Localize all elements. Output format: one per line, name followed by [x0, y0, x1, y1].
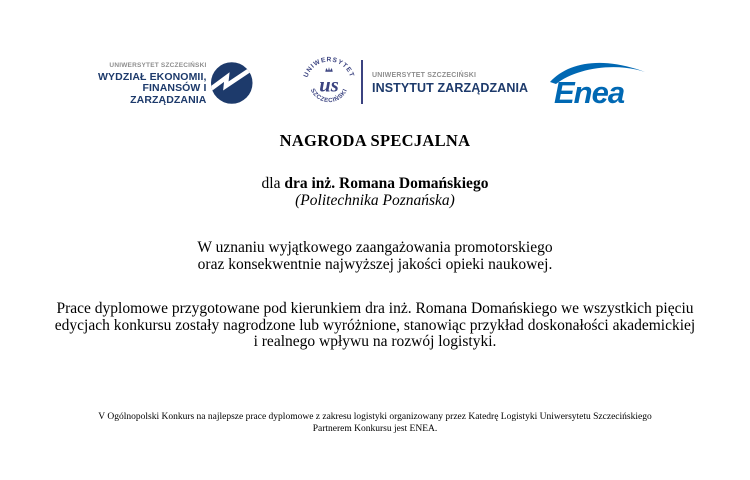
footer-line: Partnerem Konkursu jest ENEA.: [312, 423, 438, 434]
recognition-paragraph: [0, 240, 750, 273]
recognition-line: W uznaniu wyjątkowego zaangażowania promotorskiego: [197, 239, 553, 256]
logo-enea: [548, 59, 648, 112]
faculty-name-line2: FINANSÓW I ZARZĄDZANIA: [130, 82, 207, 106]
seal-monogram: us: [319, 74, 339, 97]
recipient-name: dra inż. Romana Domańskiego: [284, 175, 489, 192]
seal-divider: [361, 60, 363, 104]
faculty-name-line1: WYDZIAŁ EKONOMII,: [98, 70, 207, 83]
justification-line: edycjach konkursu zostały nagrodzone lub wyróżnione, stanowiąc przykład doskonałości akademickiej: [54, 316, 696, 334]
institute-logo-text: [372, 69, 528, 95]
seal-bottom-text: SZCZECIŃSKI: [308, 87, 350, 105]
justification-paragraph: [0, 301, 750, 351]
logo-institute-management: [301, 54, 528, 110]
enea-wordmark-icon: [548, 59, 648, 107]
award-title: NAGRODA SPECJALNA: [279, 131, 471, 150]
recipient-affiliation: (Politechnika Poznańska): [295, 192, 455, 209]
faculty-logo-text: [70, 60, 206, 106]
seal-top-text: UNIWERSYTET: [302, 56, 356, 79]
faculty-university-label: UNIWERSYTET SZCZECIŃSKI: [109, 62, 207, 69]
recipient-prefix: dla: [261, 175, 281, 192]
justification-line: Prace dyplomowe przygotowane pod kierunkiem dra inż. Romana Domańskiego we wszystkich pięciu: [56, 300, 694, 317]
enea-wordmark: Enea: [554, 75, 625, 107]
institute-university-label: UNIWERSYTET SZCZECIŃSKI: [372, 72, 477, 79]
logo-faculty-economics: [70, 58, 254, 108]
chart-circle-icon: [210, 61, 254, 105]
university-seal-icon: [301, 54, 357, 110]
institute-name: INSTYTUT ZARZĄDZANIA: [372, 81, 529, 95]
seal-crown-icon: [325, 67, 332, 72]
footer-note: [0, 412, 750, 435]
recipient-line: [0, 175, 750, 192]
footer-line: V Ogólnopolski Konkurs na najlepsze prace dyplomowe z zakresu logistyki organizowany przez Katedrę Logistyki Uniwersytetu Szczecińskiego: [98, 412, 652, 422]
recognition-line: oraz konsekwentnie najwyższej jakości opieki naukowej.: [197, 255, 553, 273]
justification-line: i realnego wpływu na rozwój logistyki.: [253, 333, 497, 350]
